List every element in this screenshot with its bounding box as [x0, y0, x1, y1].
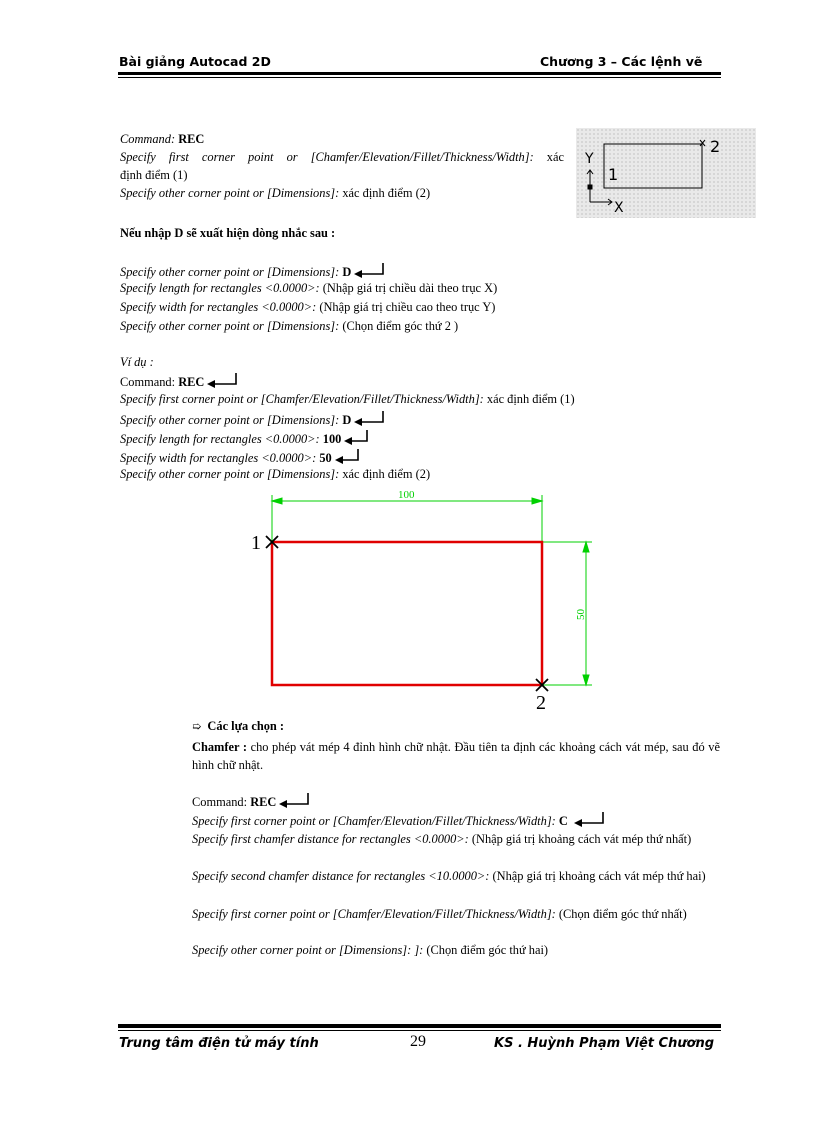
example-title: Ví dụ :: [120, 355, 154, 369]
example-line3: Specify length for rectangles <0.0000>: 100: [120, 429, 369, 451]
block2-line3: Specify width for rectangles <0.0000>: (Nhập giá trị chiều cao theo trục Y): [120, 300, 496, 314]
footer-rule-thick: [118, 1024, 721, 1028]
point-2-label: 2: [536, 692, 546, 714]
options-line2: Specify first chamfer distance for rectangles <0.0000>: (Nhập giá trị khoảng cách vát mép thứ nhất): [192, 832, 692, 846]
header-rule-thick: [118, 72, 721, 75]
footer-left: Trung tâm điện tử máy tính: [119, 1036, 319, 1051]
options-title: ➯ Các lựa chọn :: [192, 719, 285, 733]
block1-line1: Specify first corner point or [Chamfer/Elevation/Fillet/Thickness/Width]: xác: [120, 150, 564, 164]
rectangle-drawing: [240, 485, 610, 715]
d-title: Nếu nhập D sẽ xuất hiện dòng nhắc sau :: [120, 226, 336, 240]
options-line5: Specify other corner point or [Dimensions]: ]: (Chọn điểm góc thứ hai): [192, 943, 549, 957]
block2-line1: Specify other corner point or [Dimensions]: D: [120, 262, 385, 284]
block2-line4: Specify other corner point or [Dimensions]: (Chọn điểm góc thứ 2 ): [120, 319, 459, 333]
thumbnail-rect: [604, 144, 702, 188]
chamfer-desc: Chamfer : cho phép vát mép 4 đỉnh hình chữ nhật. Đầu tiên ta định các khoảng cách vát mép, sau đó vẽ hình chữ nhật.: [192, 740, 720, 772]
dim-length-label: 100: [398, 489, 415, 501]
thumbnail-p2: 2: [710, 137, 721, 156]
example-cmd: Command: REC: [120, 372, 238, 394]
block1-line1-cont: định điểm (1): [120, 168, 188, 182]
dim-width-label: 50: [575, 609, 587, 620]
options-cmd: Command: REC: [192, 792, 310, 814]
thumbnail-y: Y: [585, 151, 594, 167]
rectangle-thumbnail: [576, 128, 756, 218]
footer-right: KS . Huỳnh Phạm Việt Chương: [494, 1036, 715, 1051]
point-1-label: 1: [251, 532, 261, 554]
footer-rule-thin: [118, 1030, 721, 1031]
block1-line2: Specify other corner point or [Dimensions]: xác định điểm (2): [120, 186, 431, 200]
thumbnail-p1: 1: [608, 165, 619, 184]
pointer-icon: ➯: [192, 720, 202, 733]
cmd-label: Command:: [120, 132, 176, 146]
red-rectangle: [272, 542, 542, 685]
options-line4: Specify first corner point or [Chamfer/Elevation/Fillet/Thickness/Width]: (Chọn điểm góc thứ nhất): [192, 907, 687, 921]
options-line3: Specify second chamfer distance for rectangles <10.0000>: (Nhập giá trị khoảng cách vát mép thứ hai): [192, 869, 706, 883]
header-rule-thin: [118, 77, 721, 78]
example-line1: Specify first corner point or [Chamfer/Elevation/Fillet/Thickness/Width]: xác định điểm (1): [120, 392, 575, 406]
thumbnail-x: X: [614, 200, 624, 216]
block2-line2: Specify length for rectangles <0.0000>: (Nhập giá trị chiều dài theo trục X): [120, 281, 498, 295]
example-line4: Specify width for rectangles <0.0000>: 50: [120, 448, 360, 470]
example-line2: Specify other corner point or [Dimensions]: D: [120, 410, 385, 432]
page-number: 29: [410, 1033, 426, 1050]
header-right: Chương 3 – Các lệnh vẽ: [540, 54, 703, 69]
header-left: Bài giảng Autocad 2D: [119, 54, 271, 69]
example-line5: Specify other corner point or [Dimensions]: xác định điểm (2): [120, 467, 431, 481]
cmd-value: REC: [178, 132, 205, 146]
options-line1: Specify first corner point or [Chamfer/Elevation/Fillet/Thickness/Width]: C: [192, 811, 605, 833]
